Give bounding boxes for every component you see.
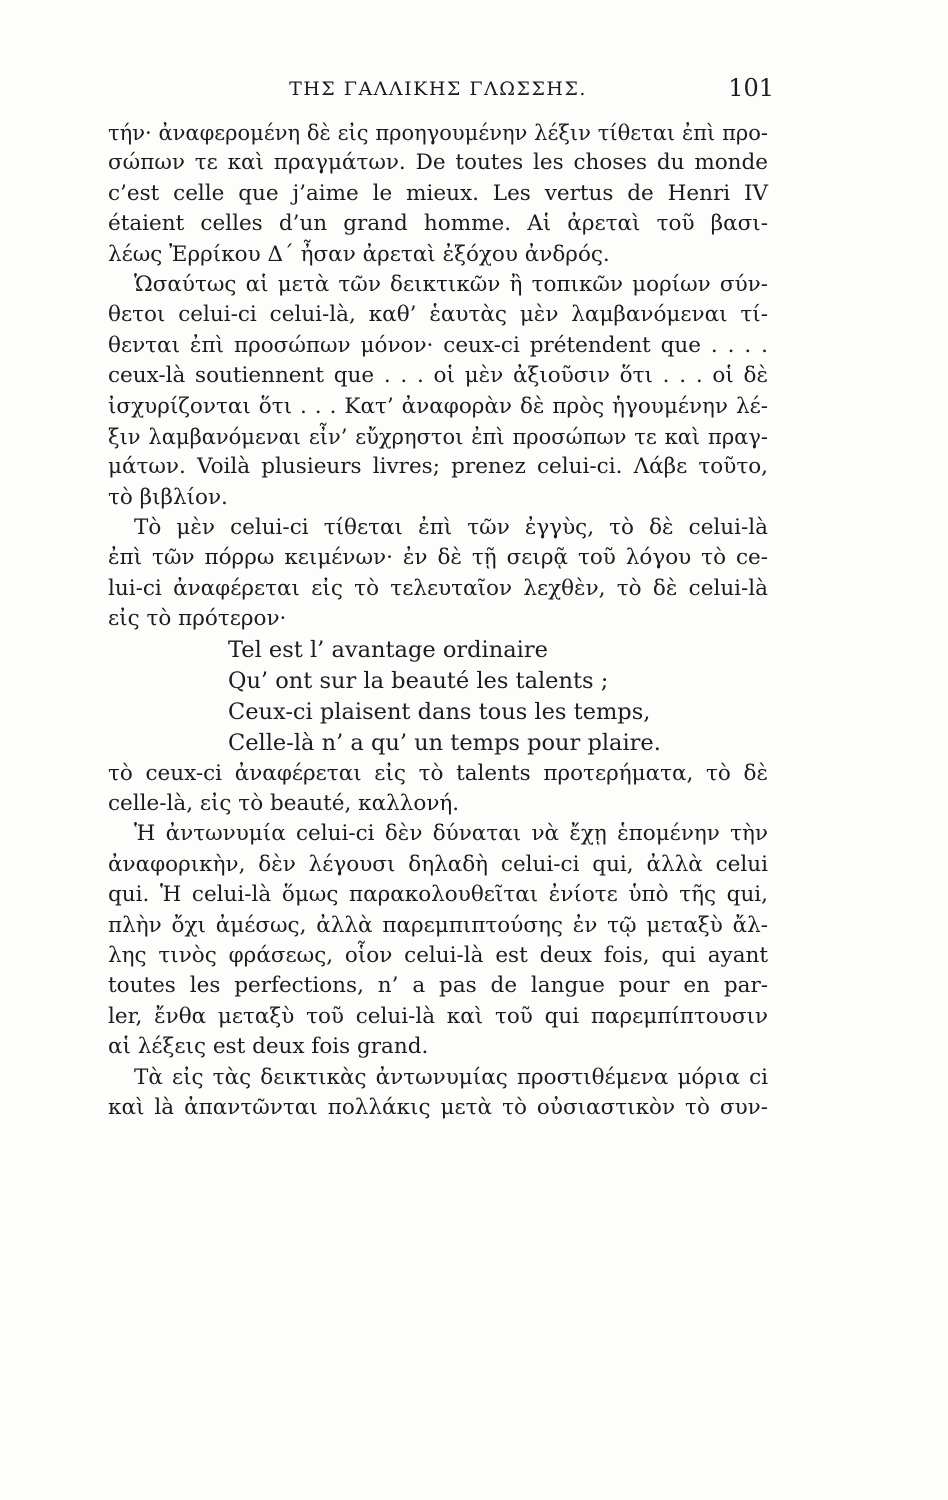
text-line: θενται ἐπὶ προσώπων μόνον· ceux-ci prétendent que . . . . xyxy=(108,332,768,358)
running-title: ΤΗΣ ΓΑΛΛΙΚΗΣ ΓΛΩΣΣΗΣ. xyxy=(289,78,587,100)
text-line: Ὡσαύτως αἱ μετὰ τῶν δεικτικῶν ἢ τοπικῶν μορίων σύν- xyxy=(134,271,768,297)
text-line: ἰσχυρίζονται ὅτι . . . Κατ’ ἀναφορὰν δὲ πρὸς ἡγουμένην λέ- xyxy=(108,393,768,419)
text-line: πλὴν ὄχι ἀμέσως, ἀλλὰ παρεμπιπτούσης ἐν τῷ μεταξὺ ἄλ- xyxy=(108,912,768,938)
text-line: εἰς τὸ πρότερον· xyxy=(108,606,287,632)
text-line: étaient celles d’un grand homme. Αἱ ἀρεταὶ τοῦ βασι- xyxy=(108,211,768,237)
body-text xyxy=(108,118,768,1123)
text-line: σώπων τε καὶ πραγμάτων. De toutes les choses du monde xyxy=(108,150,768,176)
text-line: λέως Ἐρρίκου Δ΄ ἦσαν ἀρεταὶ ἐξόχου ἀνδρός. xyxy=(108,241,610,267)
text-line: καὶ là ἀπαντῶνται πολλάκις μετὰ τὸ οὐσιαστικὸν τὸ συν- xyxy=(108,1094,768,1120)
text-line: celle-là, εἰς τὸ beauté, καλλονή. xyxy=(108,791,460,817)
text-line: τὸ βιβλίον. xyxy=(108,484,228,510)
text-line: Τὸ μὲν celui-ci τίθεται ἐπὶ τῶν ἐγγὺς, τὸ δὲ celui-là xyxy=(134,515,768,541)
text-line: lui-ci ἀναφέρεται εἰς τὸ τελευταῖον λεχθὲν, τὸ δὲ celui-là xyxy=(108,575,768,601)
verse-line: Qu’ ont sur la beauté les talents ; xyxy=(228,667,609,694)
verse-line: Ceux-ci plaisent dans tous les temps, xyxy=(228,698,651,725)
text-line: qui. Ἡ celui-là ὅμως παρακολουθεῖται ἐνίοτε ὑπὸ τῆς qui, xyxy=(108,882,768,908)
text-line: Ἡ ἀντωνυμία celui-ci δὲν δύναται νὰ ἔχῃ ἑπομένην τὴν xyxy=(134,821,768,847)
text-line: toutes les perfections, n’ a pas de langue pour en par- xyxy=(108,973,768,999)
page-number: 101 xyxy=(728,74,774,102)
text-line: ἐπὶ τῶν πόρρω κειμένων· ἐν δὲ τῇ σειρᾷ τοῦ λόγου τὸ ce- xyxy=(108,545,768,571)
text-line: Τὰ εἰς τὰς δεικτικὰς ἀντωνυμίας προστιθέμενα μόρια ci xyxy=(134,1064,768,1090)
running-header xyxy=(108,74,774,106)
text-line: μάτων. Voilà plusieurs livres; prenez celui-ci. Λάβε τοῦτο, xyxy=(108,454,768,480)
text-line: αἱ λέξεις est deux fois grand. xyxy=(108,1034,429,1060)
verse-line: Celle-là n’ a qu’ un temps pour plaire. xyxy=(228,729,661,756)
text-line: ξιν λαμβανόμεναι εἶν’ εὔχρηστοι ἐπὶ προσώπων τε καὶ πραγ- xyxy=(108,424,768,449)
text-line: ἀναφορικὴν, δὲν λέγουσι δηλαδὴ celui-ci qui, ἀλλὰ celui xyxy=(108,851,768,877)
text-line: c’est celle que j’aime le mieux. Les vertus de Henri IV xyxy=(108,180,768,206)
text-line: λης τινὸς φράσεως, οἷον celui-là est deux fois, qui ayant xyxy=(108,942,768,968)
text-line: θετοι celui-ci celui-là, καθ’ ἑαυτὰς μὲν λαμβανόμεναι τί- xyxy=(108,302,768,328)
verse-line: Tel est l’ avantage ordinaire xyxy=(228,636,548,663)
text-line: τὸ ceux-ci ἀναφέρεται εἰς τὸ talents προτερήματα, τὸ δὲ xyxy=(108,760,768,786)
text-line: ceux-là soutiennent que . . . οἱ μὲν ἀξιοῦσιν ὅτι . . . οἱ δὲ xyxy=(108,363,768,389)
text-line: ler, ἔνθα μεταξὺ τοῦ celui-là καὶ τοῦ qui παρεμπίπτουσιν xyxy=(108,1003,768,1029)
text-line: τήν· ἀναφερομένη δὲ εἰς προηγουμένην λέξιν τίθεται ἐπὶ προ- xyxy=(108,121,768,145)
